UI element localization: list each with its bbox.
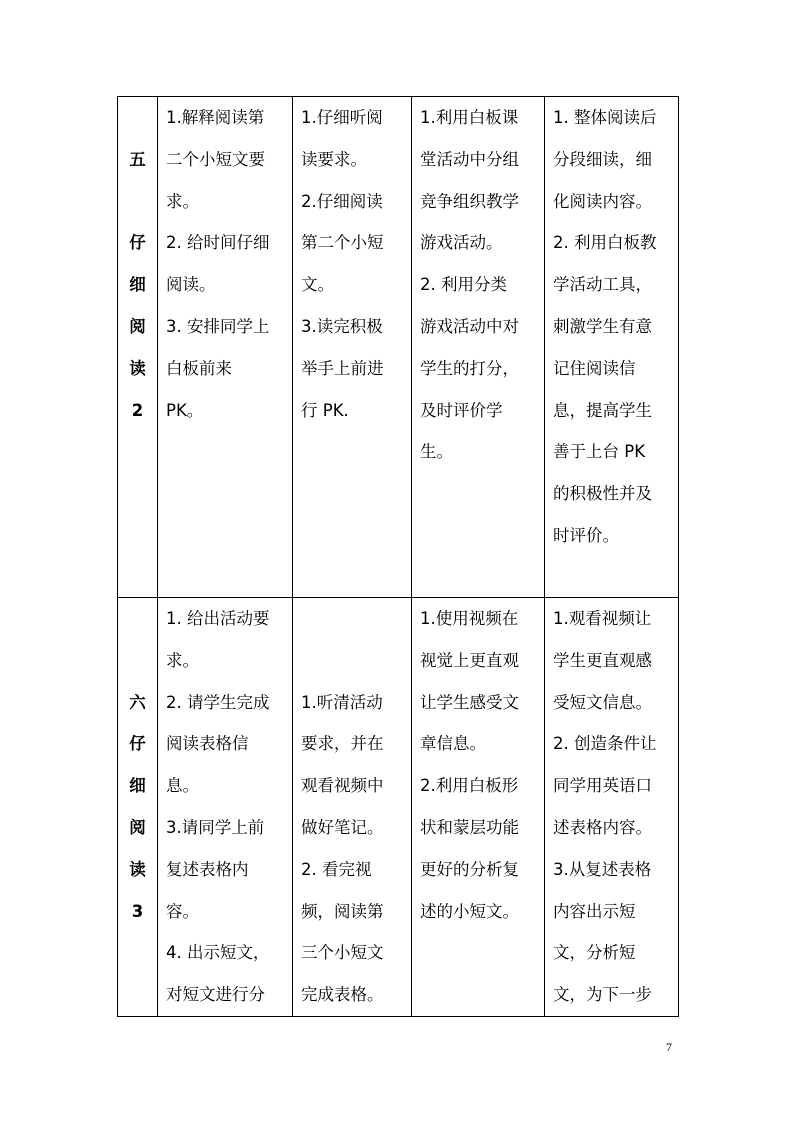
tech-usage-text [412,598,544,932]
text-line: 2. 看完视 [301,859,372,879]
text-line: 3.请同学上前 [166,817,265,837]
text-line: 频，阅读第 [301,901,384,921]
text-line: 述的小短文。 [420,901,519,921]
table-row [118,97,679,598]
text-line: 视觉上更直观 [420,650,519,670]
text-line: 2. 请学生完成 [166,692,270,712]
text-line: 3 [131,901,144,921]
text-line: 学生的打分， [420,358,519,378]
text-line: 2. 创造条件让 [553,734,657,754]
text-line: 五 [129,149,146,169]
text-line: 3.从复述表格 [553,859,652,879]
text-line: 容。 [166,901,199,921]
stage-lines [118,598,157,932]
text-line: 文。 [301,275,334,295]
tech-usage-cell [412,598,545,1017]
teacher-activity-cell [158,598,293,1017]
student-activity-cell [293,598,412,1017]
text-line: 更好的分析复 [420,859,519,879]
text-line: 记住阅读信 [553,358,636,378]
text-line: 学活动工具， [553,275,652,295]
text-line: 第二个小短 [301,233,384,253]
text-line: 文，分析短 [553,943,636,963]
text-line: 2. 利用白板教 [553,233,657,253]
design-intent-text [545,598,678,1016]
teacher-activity-text [158,598,292,1016]
text-line: 堂活动中分组 [420,149,519,169]
text-line: 六 [129,692,146,712]
text-line: 读要求。 [301,149,367,169]
text-line: 阅读。 [166,275,216,295]
tech-usage-text [412,97,544,473]
text-line: 完成表格。 [301,985,384,1005]
text-line: 分段细读，细 [553,149,652,169]
text-line: 复述表格内 [166,859,249,879]
stage-cell [118,97,158,598]
text-line: 状和蒙层功能 [420,817,519,837]
text-line: 细 [129,275,146,295]
text-line: 3. 安排同学上 [166,316,270,336]
text-line: 1.听清活动 [301,692,383,712]
text-line: 文，为下一步 [553,985,652,1005]
text-line: 仔 [129,233,146,253]
text-line: 让学生感受文 [420,692,519,712]
text-line: 述表格内容。 [553,817,652,837]
text-line: 求。 [166,191,199,211]
text-line: 细 [129,776,146,796]
text-line: 1. 给出活动要 [166,609,270,628]
text-line: 息。 [166,776,199,796]
teacher-activity-cell [158,97,293,598]
text-line: 阅 [129,316,146,336]
text-line: 读 [129,859,146,879]
text-line: 行 PK. [301,400,349,420]
text-line: 2.利用白板形 [420,776,519,796]
text-line: 1.解释阅读第 [166,108,265,127]
design-intent-cell [545,598,679,1017]
text-line: 4. 出示短文， [166,943,270,963]
text-line: 要求，并在 [301,734,384,754]
student-activity-cell [293,97,412,598]
student-activity-text [293,598,411,1016]
tech-usage-cell [412,97,545,598]
text-line: 1.仔细听阅 [301,108,383,127]
text-line: 2.仔细阅读 [301,191,383,211]
stage-lines [118,97,157,431]
text-line: 生。 [420,442,453,462]
text-line: 1.观看视频让 [553,609,652,628]
text-line: 二个小短文要 [166,149,265,169]
design-intent-text [545,97,678,557]
text-line: 三个小短文 [301,943,384,963]
text-line: 章信息。 [420,734,486,754]
text-line: 受短文信息。 [553,692,652,712]
text-line [135,181,141,223]
text-line: 做好笔记。 [301,817,384,837]
text-line: 求。 [166,650,199,670]
text-line: 3.读完积极 [301,316,383,336]
text-line: 阅读表格信 [166,734,249,754]
text-line: 化阅读内容。 [553,191,652,211]
design-intent-cell [545,97,679,598]
text-line: 游戏活动中对 [420,316,519,336]
text-line: 学生更直观感 [553,650,652,670]
text-line: 举手上前进 [301,358,384,378]
text-line: 内容出示短 [553,901,636,921]
text-line: 对短文进行分 [166,985,265,1005]
text-line: 1.使用视频在 [420,609,519,628]
text-line: 竞争组织教学 [420,191,519,211]
text-line: 同学用英语口 [553,776,652,796]
text-line: 阅 [129,817,146,837]
lesson-plan-table [117,96,679,1017]
text-line: PK。 [166,400,204,420]
text-line: 刺激学生有意 [553,316,652,336]
text-line: 息，提高学生 [553,400,652,420]
text-line: 1. 整体阅读后 [553,108,657,127]
text-line: 2. 给时间仔细 [166,233,270,253]
text-line: 2 [131,400,144,420]
stage-cell [118,598,158,1017]
text-line: 1.利用白板课 [420,108,519,127]
text-line: 2. 利用分类 [420,275,507,295]
page-number: 7 [666,1040,672,1054]
text-line: 善于上台 PK [553,442,646,462]
text-line: 读 [129,358,146,378]
text-line: 白板前来 [166,358,232,378]
text-line: 及时评价学 [420,400,503,420]
text-line: 时评价。 [553,525,619,545]
text-line: 的积极性并及 [553,484,652,504]
text-line: 仔 [129,734,146,754]
text-line: 观看视频中 [301,776,384,796]
text-line: 游戏活动。 [420,233,503,253]
teacher-activity-text [158,97,292,431]
student-activity-text [293,97,411,431]
table-row [118,598,679,1017]
